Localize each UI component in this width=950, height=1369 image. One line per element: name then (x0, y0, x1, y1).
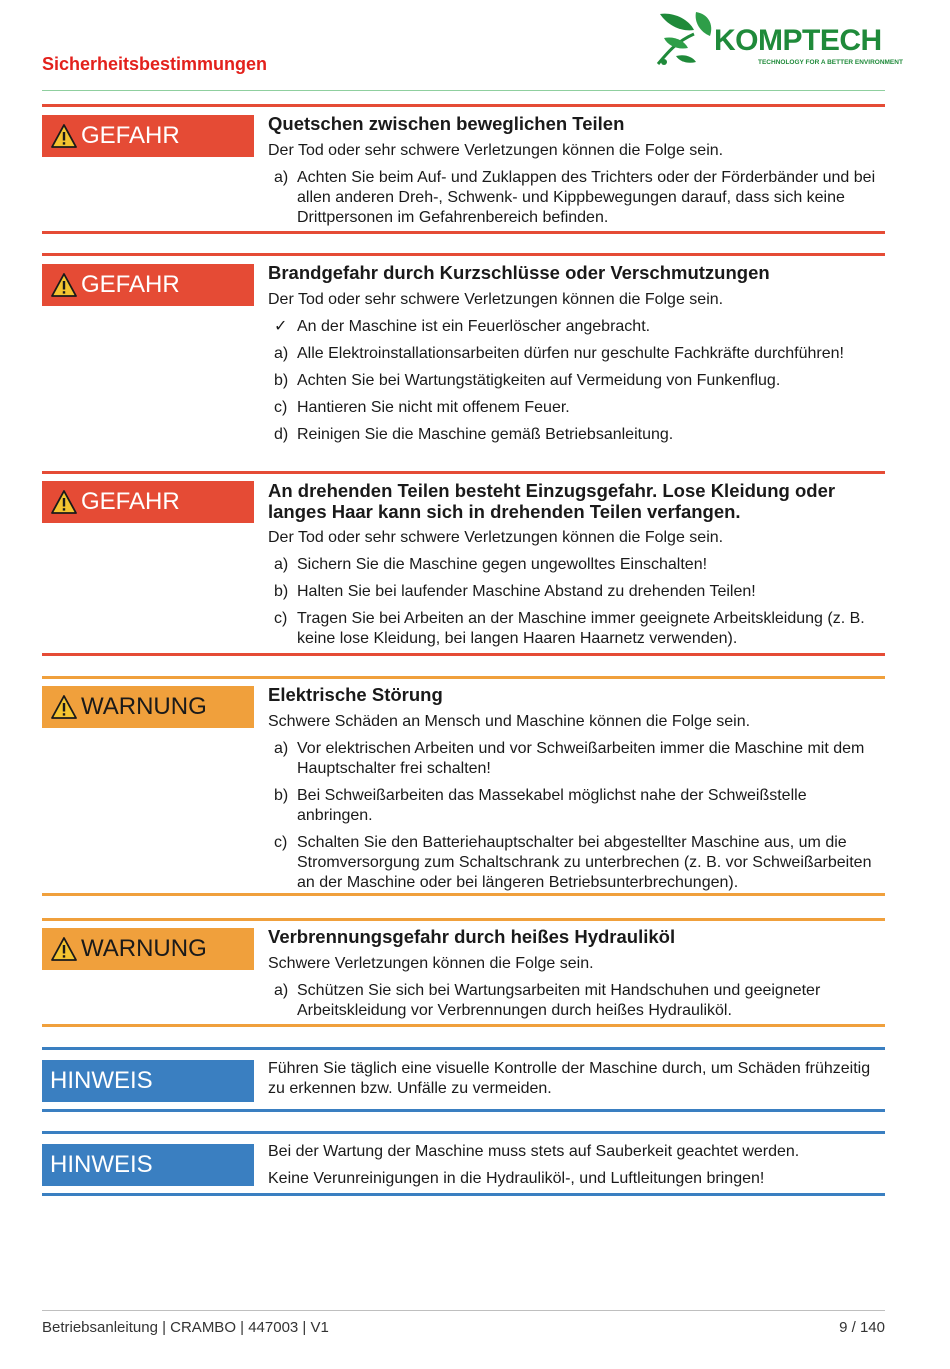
notice-title: Brandgefahr durch Kurzschlüsse oder Verschmutzungen (268, 262, 770, 283)
list-item-text: Alle Elektroinstallationsarbeiten dürfen nur geschulte Fachkräfte durchführen! (297, 345, 844, 362)
notice-top-rule (42, 1131, 885, 1134)
logo-wordmark: KOMPTECH (714, 24, 882, 57)
list-item-text: Schützen Sie sich bei Wartungsarbeiten mit Handschuhen und geeigneter Arbeitskleidung vor Verbrennungen durch heißes Hydrauliköl. (297, 982, 821, 1019)
notice-top-rule (42, 918, 885, 921)
list-item-text: Sichern Sie die Maschine gegen ungewolltes Einschalten! (297, 556, 708, 573)
section-title: Sicherheitsbestimmungen (42, 54, 268, 74)
list-item (268, 317, 885, 337)
footer-page-number: 9 / 140 (839, 1319, 885, 1336)
list-item-text: Achten Sie beim Auf- und Zuklappen des Trichters oder der Förderbänder und bei allen anderen Dreh-, Schwenk- und Kippbewegungen darauf, dass sich keine Drittpersonen im Gefahrenbereich befinden. (297, 169, 876, 226)
list-marker: a) (274, 982, 289, 999)
list-item-text: Bei Schweißarbeiten das Massekabel möglichst nahe der Schweißstelle anbringen. (297, 787, 807, 824)
notice-title: Elektrische Störung (268, 684, 443, 705)
badge-label: GEFAHR (81, 488, 180, 515)
list-item-text: Reinigen Sie die Maschine gemäß Betriebsanleitung. (297, 426, 674, 443)
list-item (268, 371, 885, 391)
notice-consequence: Der Tod oder sehr schwere Verletzungen können die Folge sein. (268, 291, 724, 308)
notice-consequence: Schwere Schäden an Mensch und Maschine können die Folge sein. (268, 713, 751, 730)
notice-text: Keine Verunreinigungen in die Hydrauliköl-, und Luftleitungen bringen! (268, 1170, 765, 1187)
list-marker: c) (274, 399, 288, 416)
logo-tagline: TECHNOLOGY FOR A BETTER ENVIRONMENT (758, 59, 903, 66)
list-marker: b) (274, 787, 289, 804)
list-item (268, 739, 885, 779)
warning-badge (42, 928, 254, 970)
checkmark-icon: ✓ (274, 318, 288, 335)
notice-bottom-rule (42, 231, 885, 234)
warning-triangle-icon (51, 489, 77, 515)
notice-consequence: Der Tod oder sehr schwere Verletzungen können die Folge sein. (268, 529, 724, 546)
list-item-text: Halten Sie bei laufender Maschine Abstand zu drehenden Teilen! (297, 583, 756, 600)
list-item-text: Schalten Sie den Batteriehauptschalter bei abgestellter Maschine aus, um die Stromversorgung zum Schaltschrank zu unterbrechen (z. B. vor Schweißarbeiten an der Maschine oder bei längeren Betriebsunterbrechungen). (297, 834, 872, 891)
badge-label: WARNUNG (81, 935, 207, 962)
notice-text: Bei der Wartung der Maschine muss stets auf Sauberkeit geachtet werden. (268, 1143, 800, 1160)
list-item (268, 981, 885, 1021)
danger-badge (42, 264, 254, 306)
list-item-text: Tragen Sie bei Arbeiten an der Maschine immer geeignete Arbeitskleidung (z. B. keine lose Kleidung, bei langen Haaren Haarnetz verwenden). (297, 610, 865, 647)
info-notice-cleanliness (42, 1131, 885, 1199)
warning-triangle-icon (51, 936, 77, 962)
danger-notice-fire (42, 253, 885, 453)
notice-bottom-rule (42, 893, 885, 896)
komptech-logo (654, 8, 903, 70)
badge-label: WARNUNG (81, 693, 207, 720)
list-marker: a) (274, 345, 289, 362)
notice-bottom-rule (42, 1109, 885, 1112)
list-item-text: Hantieren Sie nicht mit offenem Feuer. (297, 399, 570, 416)
footer-document-info: Betriebsanleitung | CRAMBO | 447003 | V1 (42, 1319, 329, 1336)
warning-badge (42, 686, 254, 728)
list-marker: d) (274, 426, 289, 443)
info-badge (42, 1060, 254, 1102)
notice-top-rule (42, 471, 885, 474)
badge-label: HINWEIS (50, 1067, 153, 1094)
list-item-text: Achten Sie bei Wartungstätigkeiten auf Vermeidung von Funkenflug. (297, 372, 781, 389)
list-item (268, 609, 885, 649)
list-item (268, 582, 885, 602)
notice-title: Verbrennungsgefahr durch heißes Hydrauliköl (268, 926, 676, 947)
notice-bottom-rule (42, 1024, 885, 1027)
list-item-text: Vor elektrischen Arbeiten und vor Schweißarbeiten immer die Maschine mit dem Hauptschalter frei schalten! (297, 740, 865, 777)
footer-divider (42, 1310, 885, 1311)
warning-notice-hot-oil (42, 918, 885, 1030)
notice-title: Quetschen zwischen beweglichen Teilen (268, 113, 625, 134)
warning-triangle-icon (51, 694, 77, 720)
list-marker: a) (274, 169, 289, 186)
notice-bottom-rule (42, 653, 885, 656)
list-marker: b) (274, 583, 289, 600)
danger-badge (42, 481, 254, 523)
notice-title: An drehenden Teilen besteht Einzugsgefahr. Lose Kleidung oder langes Haar kann sich in drehenden Teilen verfangen. (268, 480, 836, 522)
header-divider (42, 90, 885, 91)
list-item (268, 398, 885, 418)
list-item (268, 555, 885, 575)
danger-badge (42, 115, 254, 157)
list-marker: a) (274, 740, 289, 757)
notice-top-rule (42, 676, 885, 679)
notice-top-rule (42, 253, 885, 256)
notice-text: Führen Sie täglich eine visuelle Kontrolle der Maschine durch, um Schäden frühzeitig zu erkennen bzw. Unfälle zu vermeiden. (268, 1060, 871, 1097)
list-marker: a) (274, 556, 289, 573)
list-item-text: An der Maschine ist ein Feuerlöscher angebracht. (297, 318, 651, 335)
info-badge (42, 1144, 254, 1186)
warning-triangle-icon (51, 272, 77, 298)
info-notice-inspection (42, 1047, 885, 1115)
notice-consequence: Der Tod oder sehr schwere Verletzungen können die Folge sein. (268, 142, 724, 159)
badge-label: GEFAHR (81, 271, 180, 298)
badge-label: GEFAHR (81, 122, 180, 149)
list-item (268, 786, 885, 826)
notice-top-rule (42, 1047, 885, 1050)
list-item (268, 425, 885, 445)
notice-bottom-rule (42, 1193, 885, 1196)
list-item (268, 168, 885, 228)
danger-notice-crushing (42, 104, 885, 237)
list-item (268, 833, 885, 893)
notice-consequence: Schwere Verletzungen können die Folge sein. (268, 955, 594, 972)
warning-triangle-icon (51, 123, 77, 149)
list-marker: c) (274, 610, 288, 627)
badge-label: HINWEIS (50, 1151, 153, 1178)
notice-top-rule (42, 104, 885, 107)
list-marker: c) (274, 834, 288, 851)
list-item (268, 344, 885, 364)
warning-notice-electrical (42, 676, 885, 900)
danger-notice-entanglement (42, 471, 885, 661)
list-marker: b) (274, 372, 289, 389)
